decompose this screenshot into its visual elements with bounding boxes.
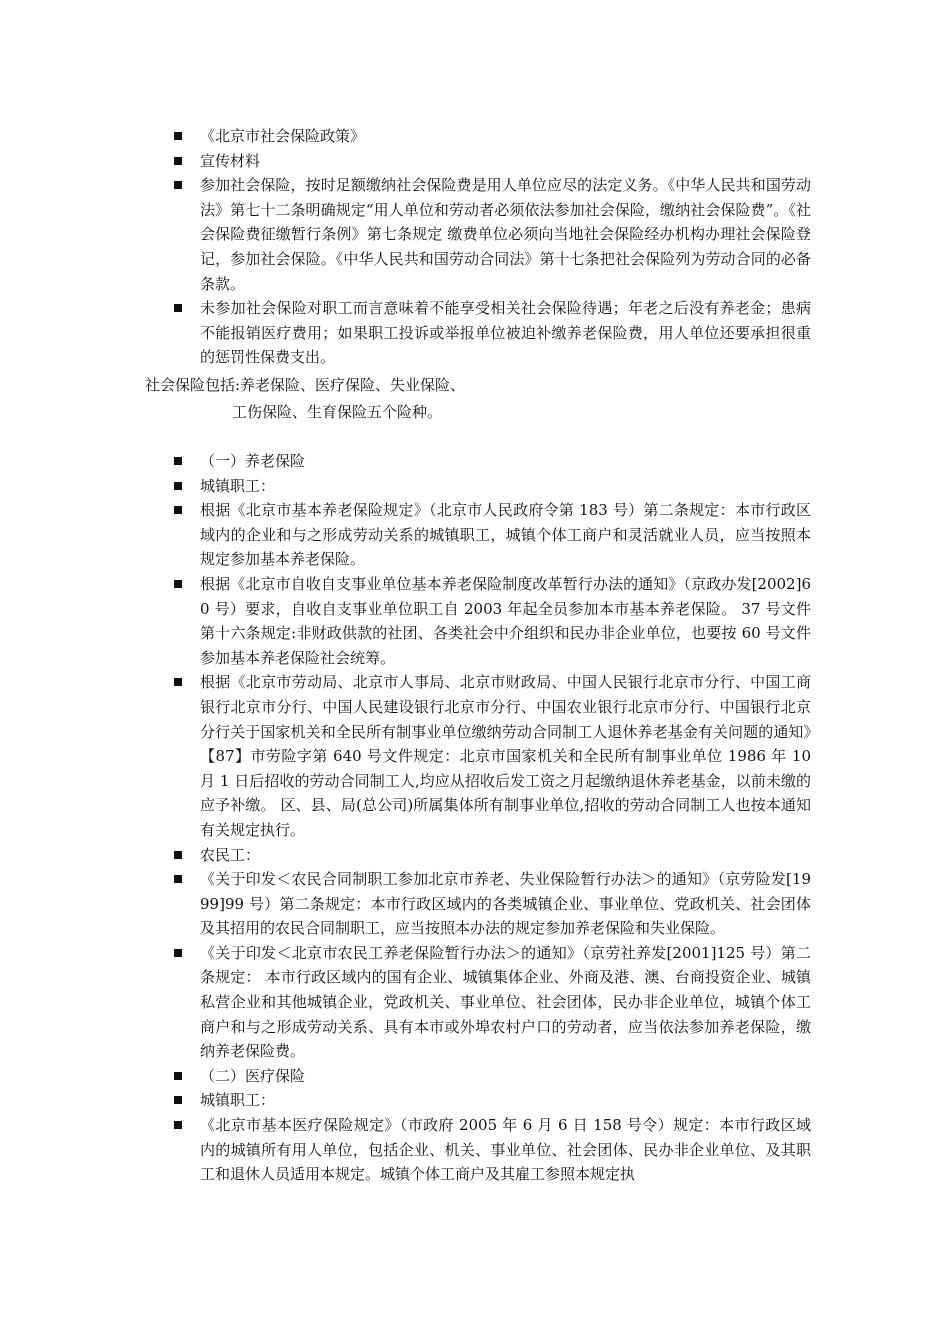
square-bullet-icon <box>174 132 182 140</box>
list-item <box>171 124 811 149</box>
list-item-text: 城镇职工： <box>200 1091 276 1110</box>
list-item-text: 未参加社会保险对职工而言意味着不能享受相关社会保险待遇；年老之后没有养老金；患病不能报销医疗费用；如果职工投诉或举报单位被迫补缴养老保险费，用人单位还要承担很重的惩罚性保费支出。 <box>200 299 811 367</box>
list-item-text: 农民工： <box>200 845 261 864</box>
square-bullet-icon <box>174 1072 182 1080</box>
square-bullet-icon <box>174 851 182 859</box>
square-bullet-icon <box>174 1096 182 1104</box>
list-item-text: 参加社会保险，按时足额缴纳社会保险费是用人单位应尽的法定义务。《中华人民共和国劳动法》第七十二条明确规定“用人单位和劳动者必须依法参加社会保险，缴纳社会保险费”。《社会保险费征缴暂行条例》第七条规定 缴费单位必须向当地社会保险经办机构办理社会保险登记，参加社会保险。《中华人民共和国劳动合同法》第十七条把社会保险列为劳动合同的必备条款。 <box>200 176 811 293</box>
list-item <box>171 149 811 174</box>
list-item <box>171 1113 811 1187</box>
list-item <box>171 867 811 941</box>
square-bullet-icon <box>174 580 182 588</box>
list-item-text: 《北京市基本医疗保险规定》（市政府 2005 年 6 月 6 日 158 号令）规定：本市行政区域内的城镇所有用人单位，包括企业、机关、事业单位、社会团体、民办非企业单位、及其职工和退休人员适用本规定。城镇个体工商户及其雇工参照本规定执 <box>200 1116 811 1184</box>
list-item-text: 《北京市社会保险政策》 <box>200 127 366 145</box>
list-item-text: 《关于印发＜农民合同制职工参加北京市养老、失业保险暂行办法＞的通知》（京劳险发[1999]99 号）第二条规定：本市行政区域内的各类城镇企业、事业单位、党政机关、社会团体及其招用的农民合同制职工，应当按照本办法的规定参加养老保险和失业保险。 <box>200 870 811 938</box>
summary-line-2: 工伤保险、生育保险五个险种。 <box>232 403 443 421</box>
list-item-text: 《关于印发＜北京市农民工养老保险暂行办法＞的通知》（京劳社养发[2001]125 号）第二条规定： 本市行政区域内的国有企业、城镇集体企业、外商及港、澳、台商投资企业、城镇私营企业和其他城镇企业，党政机关、事业单位、社会团体，民办非企业单位，城镇个体工商户和与之形成劳动关系、具有本市或外埠农村户口的劳动者，应当依法参加养老保险，缴纳养老保险费。 <box>200 943 811 1061</box>
square-bullet-icon <box>174 1121 182 1129</box>
list-item <box>171 843 811 868</box>
list-item <box>171 474 811 499</box>
main-list <box>171 449 811 1187</box>
list-item-text: 根据《北京市自收自支事业单位基本养老保险制度改革暂行办法的通知》（京政办发[2002]60 号）要求，自收自支事业单位职工自 2003 年起全员参加本市基本养老保险。 37 号文件第十六条规定:非财政供款的社团、各类社会中介组织和民办非企业单位，也要按 60 号文件参加基本养老保险社会统筹。 <box>200 574 811 667</box>
list-item <box>171 941 811 1064</box>
summary-line-1: 社会保险包括:养老保险、医疗保险、失业保险、 <box>145 376 466 394</box>
square-bullet-icon <box>174 506 182 514</box>
square-bullet-icon <box>174 678 182 686</box>
square-bullet-icon <box>174 949 182 957</box>
list-item <box>171 670 811 842</box>
square-bullet-icon <box>174 304 182 312</box>
list-item <box>171 572 811 670</box>
list-item-text: 宣传材料 <box>200 151 261 170</box>
list-item-text: 城镇职工： <box>200 476 276 495</box>
list-item <box>171 1064 811 1089</box>
square-bullet-icon <box>174 181 182 189</box>
square-bullet-icon <box>174 482 182 490</box>
square-bullet-icon <box>174 875 182 883</box>
list-item <box>171 498 811 572</box>
intro-list <box>171 124 811 370</box>
list-item <box>171 449 811 474</box>
square-bullet-icon <box>174 457 182 465</box>
square-bullet-icon <box>174 157 182 165</box>
list-item <box>171 296 811 370</box>
list-item-text: （二）医疗保险 <box>200 1066 306 1085</box>
list-item <box>171 1088 811 1113</box>
list-item-text: 根据《北京市基本养老保险规定》（北京市人民政府令第 183 号）第二条规定：本市行政区域内的企业和与之形成劳动关系的城镇职工，城镇个体工商户和灵活就业人员，应当按照本规定参加基本养老保险。 <box>200 501 811 569</box>
list-item-text: （一）养老保险 <box>200 452 306 470</box>
list-item-text: 根据《北京市劳动局、北京市人事局、北京市财政局、中国人民银行北京市分行、中国工商银行北京市分行、中国人民建设银行北京市分行、中国农业银行北京市分行、中国银行北京分行关于国家机关和全民所有制事业单位缴纳劳动合同制工人退休养老基金有关问题的通知》【87】市劳险字第 640 号文件规定：北京市国家机关和全民所有制事业单位 1986 年 10 月 1 日后招收的劳动合同制工人,均应从招收后发工资之月起缴纳退休养老基金，以前未缴的应予补缴。 区、县、局(总公司)所属集体所有制事业单位,招收的劳动合同制工人也按本通知有关规定执行。 <box>200 673 811 839</box>
list-item <box>171 173 811 296</box>
